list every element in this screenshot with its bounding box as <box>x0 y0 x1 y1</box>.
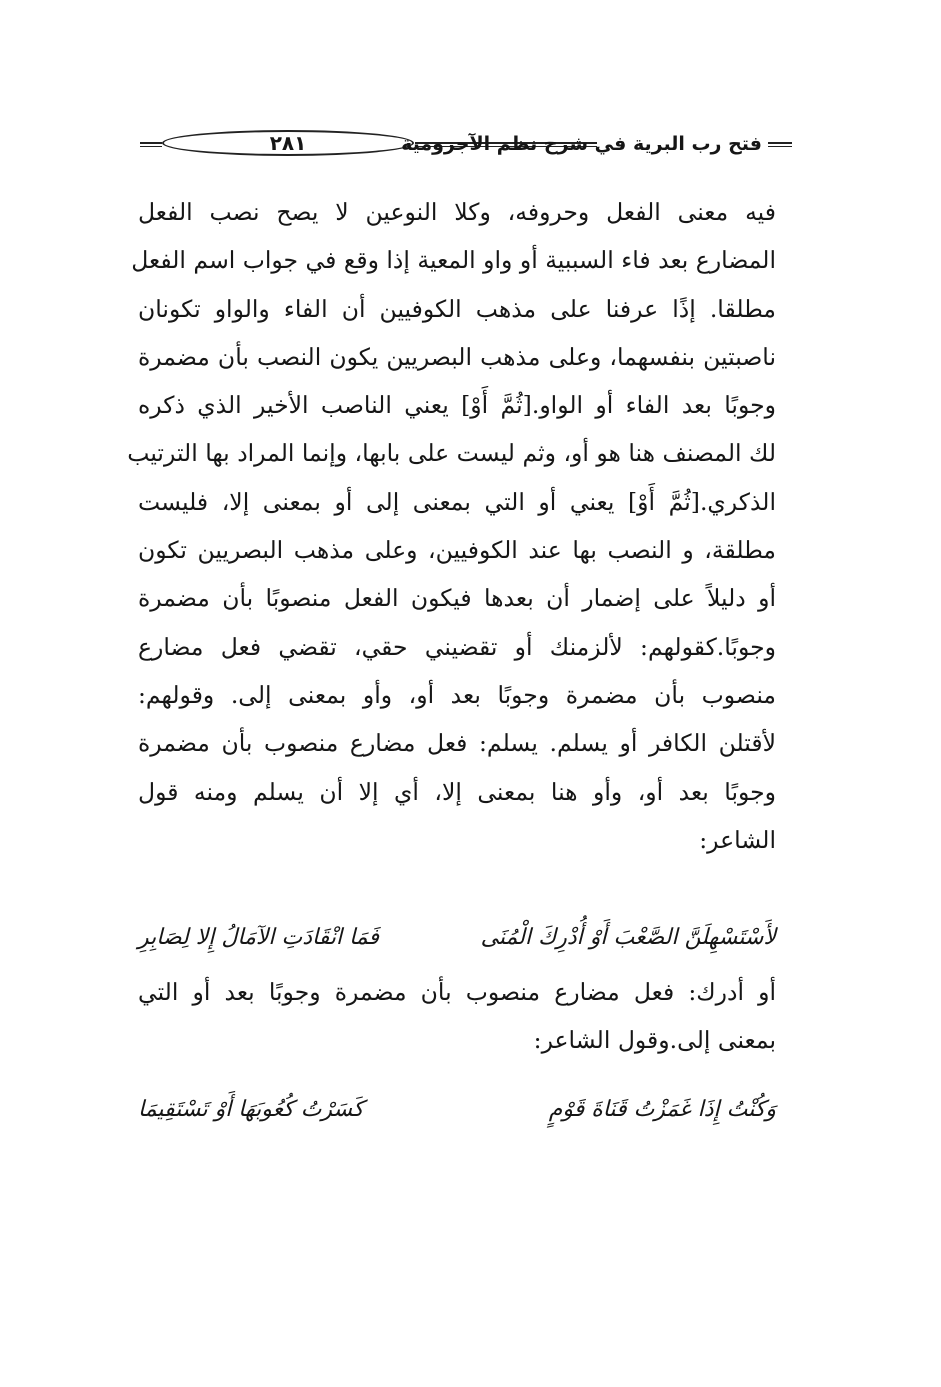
text-line: أو دليلاً على إضمار أن بعدها فيكون الفعل منصوبًا بأن مضمرة <box>138 584 776 613</box>
text-line: منصوب بأن مضمرة وجوبًا بعد أو، وأو بمعنى إلى. وقولهم: <box>138 680 776 709</box>
text-line: مطلقة، و النصب بها عند الكوفيين، وعلى مذهب البصريين تكون <box>138 536 776 565</box>
running-header <box>140 128 792 162</box>
book-title: فتح رب البرية في شرح نظم الآجرومية <box>401 133 762 155</box>
verse-first-hemistich: لأَسْتَسْهِلَنَّ الصَّعْبَ أَوْ أُدْرِكَ الْمُنَى <box>480 925 776 950</box>
verse-second-hemistich: كَسَرْتُ كُعُوبَهَا أَوْ تَسْتَقِيمَا <box>138 1097 364 1122</box>
verse-second-hemistich: فَمَا انْقَادَتِ الآمَالُ إِلا لِصَابِرِ <box>138 925 380 950</box>
text-line: الذكري.[ثُمَّ أَوْ] يعني أو التي بمعنى إلى أو بمعنى إلا، فليست <box>138 487 776 516</box>
header-rule-left <box>140 142 162 147</box>
text-line: ناصبتين بنفسهما، وعلى مذهب البصريين يكون النصب بأن مضمرة <box>138 342 776 371</box>
text-line: بمعنى إلى.وقول الشاعر: <box>533 1026 776 1055</box>
text-line: وجوبًا.كقولهم: لألزمنك أو تقضيني حقي، تقضي فعل مضارع <box>138 632 776 661</box>
text-line: أو أدرك: فعل مضارع منصوب بأن مضمرة وجوبًا بعد أو التي <box>138 978 776 1006</box>
text-line: مطلقا. إذًا عرفنا على مذهب الكوفيين أن الفاء والواو تكونان <box>138 294 776 323</box>
text-line: لأقتلن الكافر أو يسلم. يسلم: فعل مضارع منصوب بأن مضمرة <box>138 729 776 758</box>
text-line: فيه معنى الفعل وحروفه، وكلا النوعين لا يصح نصب الفعل <box>138 198 776 226</box>
text-line: الشاعر: <box>699 825 776 854</box>
text-line: وجوبًا بعد أو، وأو هنا بمعنى إلا، أي إلا أن يسلم ومنه قول <box>138 777 776 806</box>
second-paragraph <box>138 968 776 1065</box>
header-rule-right <box>768 142 792 147</box>
text-line: المضارع بعد فاء السببية أو واو المعية إذا وقع في جواب اسم الفعل <box>131 246 776 275</box>
verse-first-hemistich: وَكُنْتُ إِذَا غَمَزْتُ قَنَاةَ قَوْمٍ <box>548 1097 776 1122</box>
text-line: لك المصنف هنا هو أو، وثم ليست على بابها، وإنما المراد بها الترتيب <box>127 439 776 468</box>
text-line: وجوبًا بعد الفاء أو الواو.[ثُمَّ أَوْ] يعني الناصب الأخير الذي ذكره <box>138 391 776 420</box>
poetry-verse-1 <box>138 916 776 960</box>
page-number: ٢٨١ <box>269 131 307 155</box>
poetry-verse-2 <box>138 1088 776 1132</box>
main-paragraph <box>127 188 776 864</box>
